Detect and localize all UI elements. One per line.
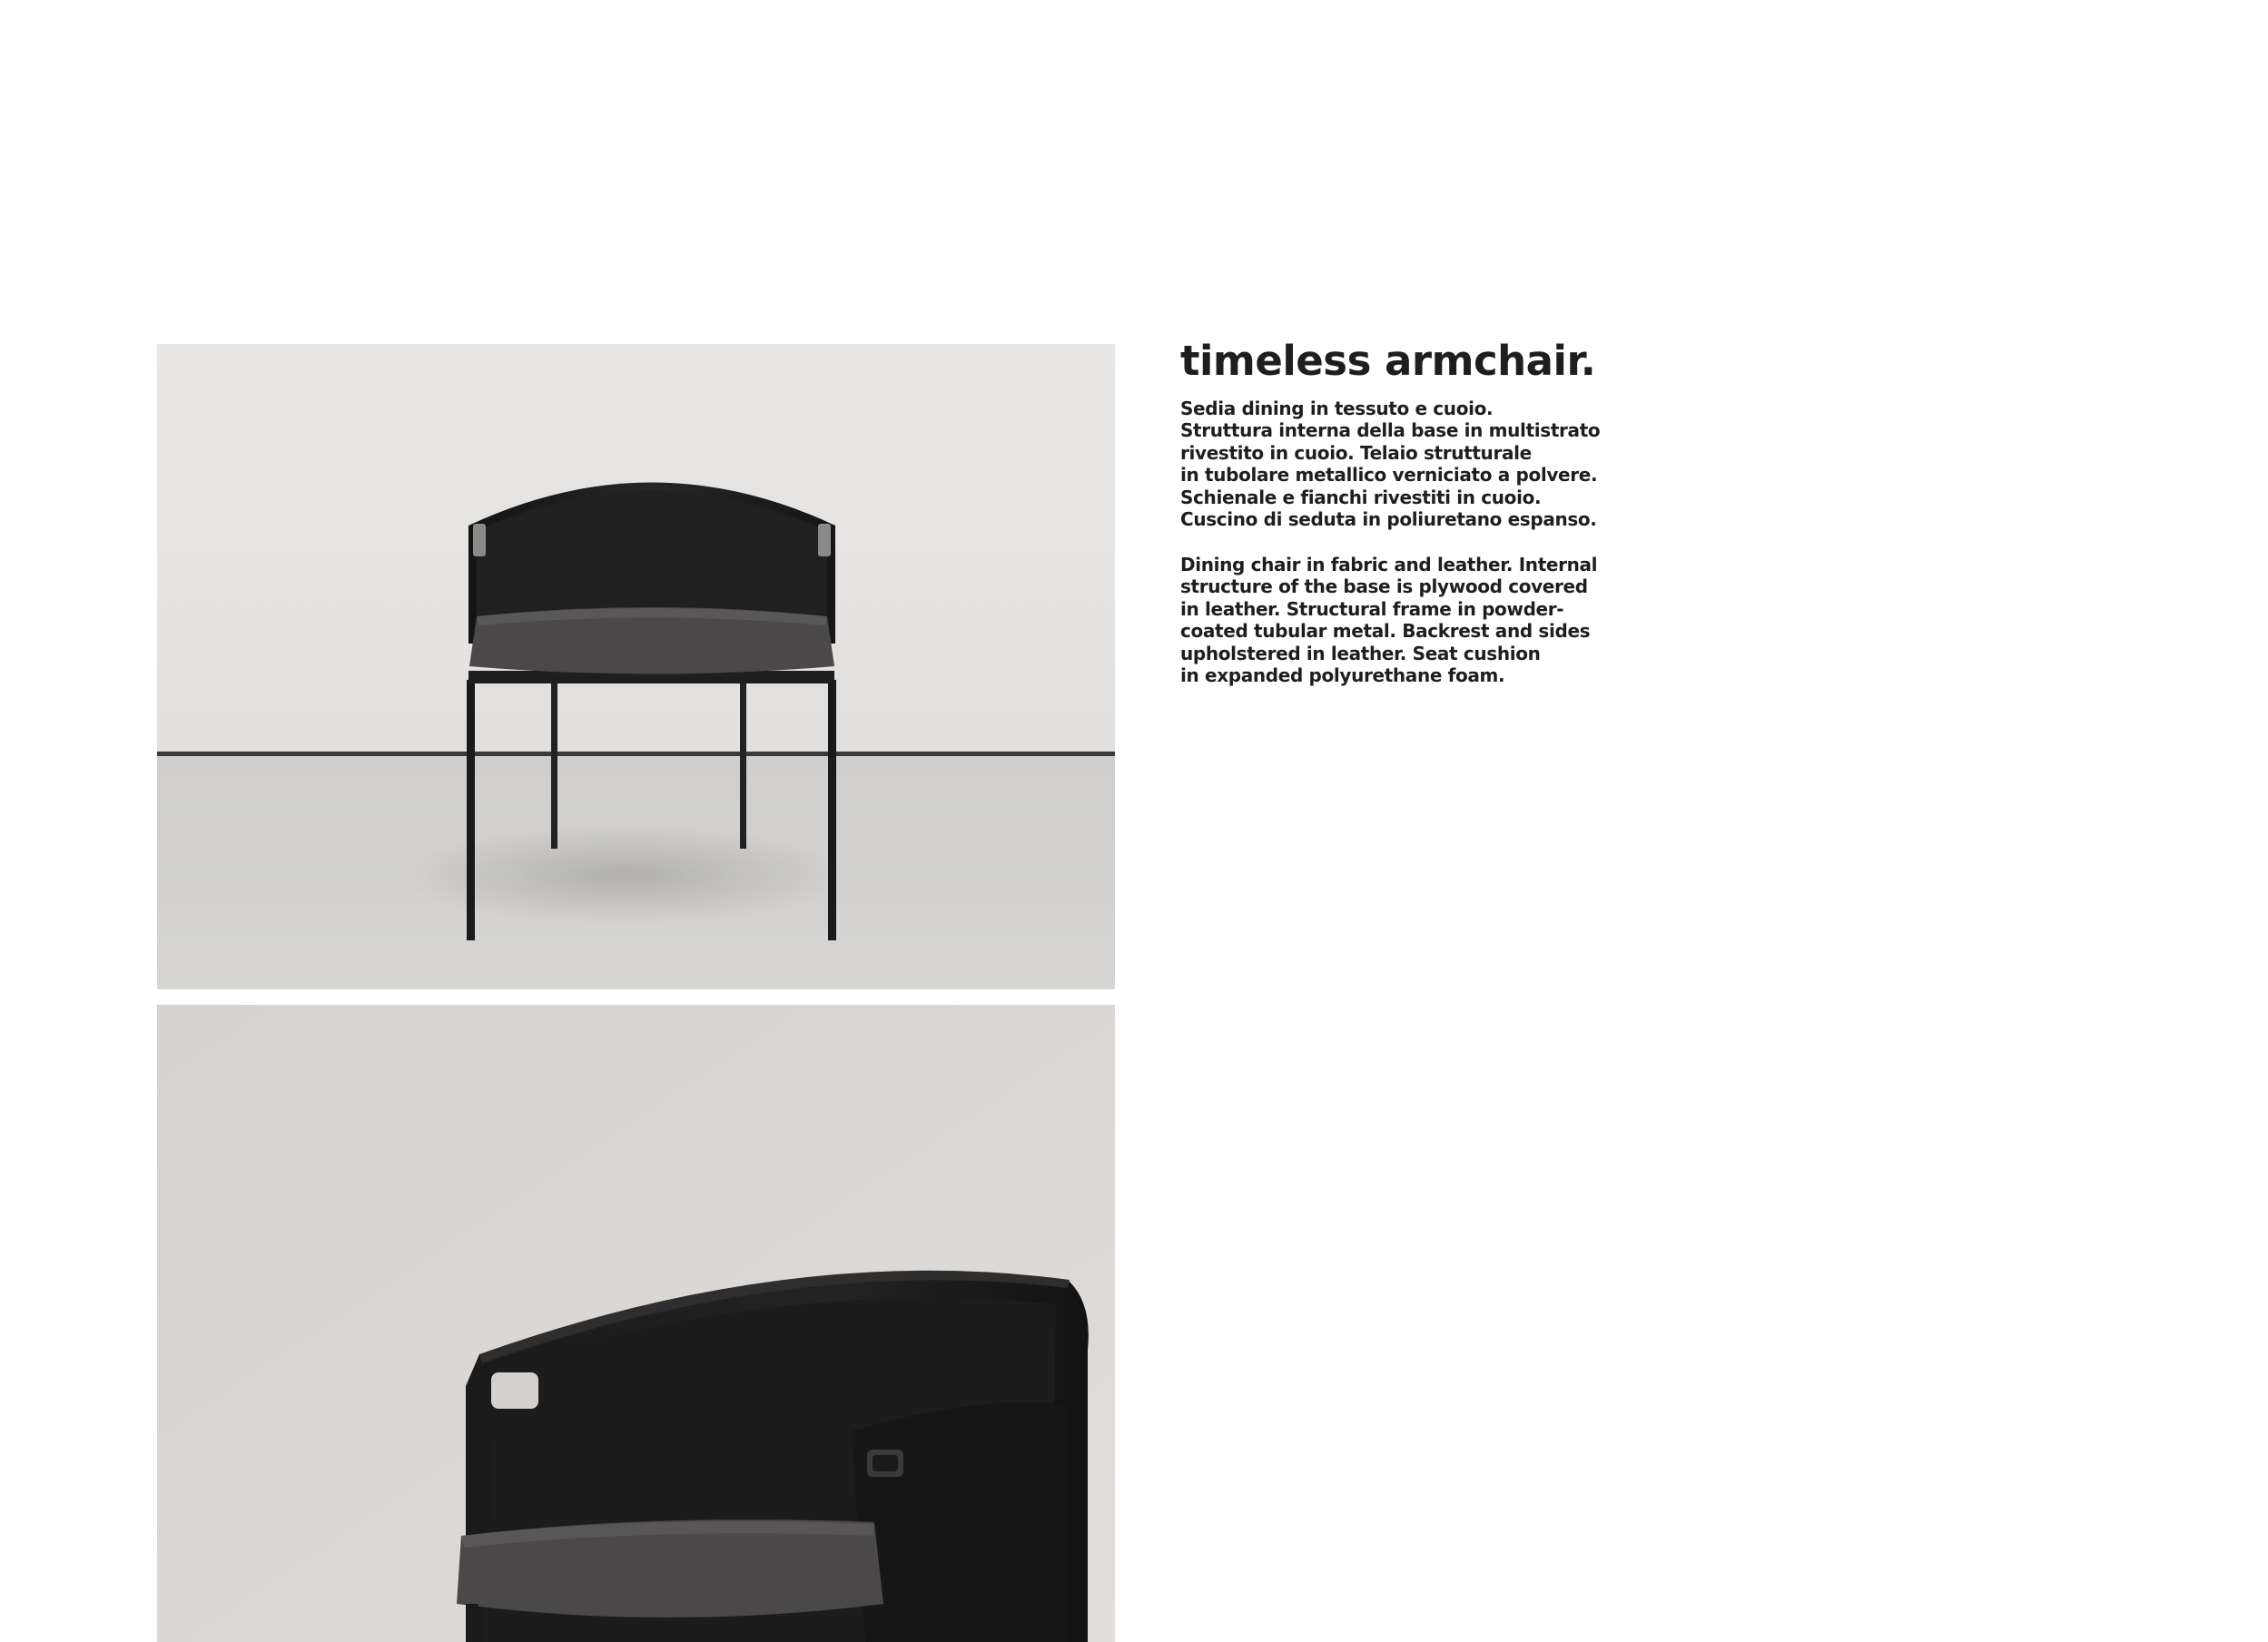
product-description <box>1180 338 1689 687</box>
description-italian: Sedia dining in tessuto e cuoio. Struttura interna della base in multistrato rivestito in cuoio. Telaio strutturale in tubolare metallico verniciato a polvere. Schienale e fianchi rivestiti in cuoio. Cuscino di seduta in poliuretano espanso. <box>1180 397 1601 531</box>
description-english: Dining chair in fabric and leather. Internal structure of the base is plywood covered in leather. Structural frame in powder- coated tubular metal. Backrest and sides upholstered in leather. Seat cushion in expanded polyurethane foam. <box>1180 553 1598 687</box>
product-photo-detail <box>157 1005 1115 1642</box>
product-photo-front <box>157 344 1115 989</box>
product-title: timeless armchair. <box>1180 337 1596 385</box>
